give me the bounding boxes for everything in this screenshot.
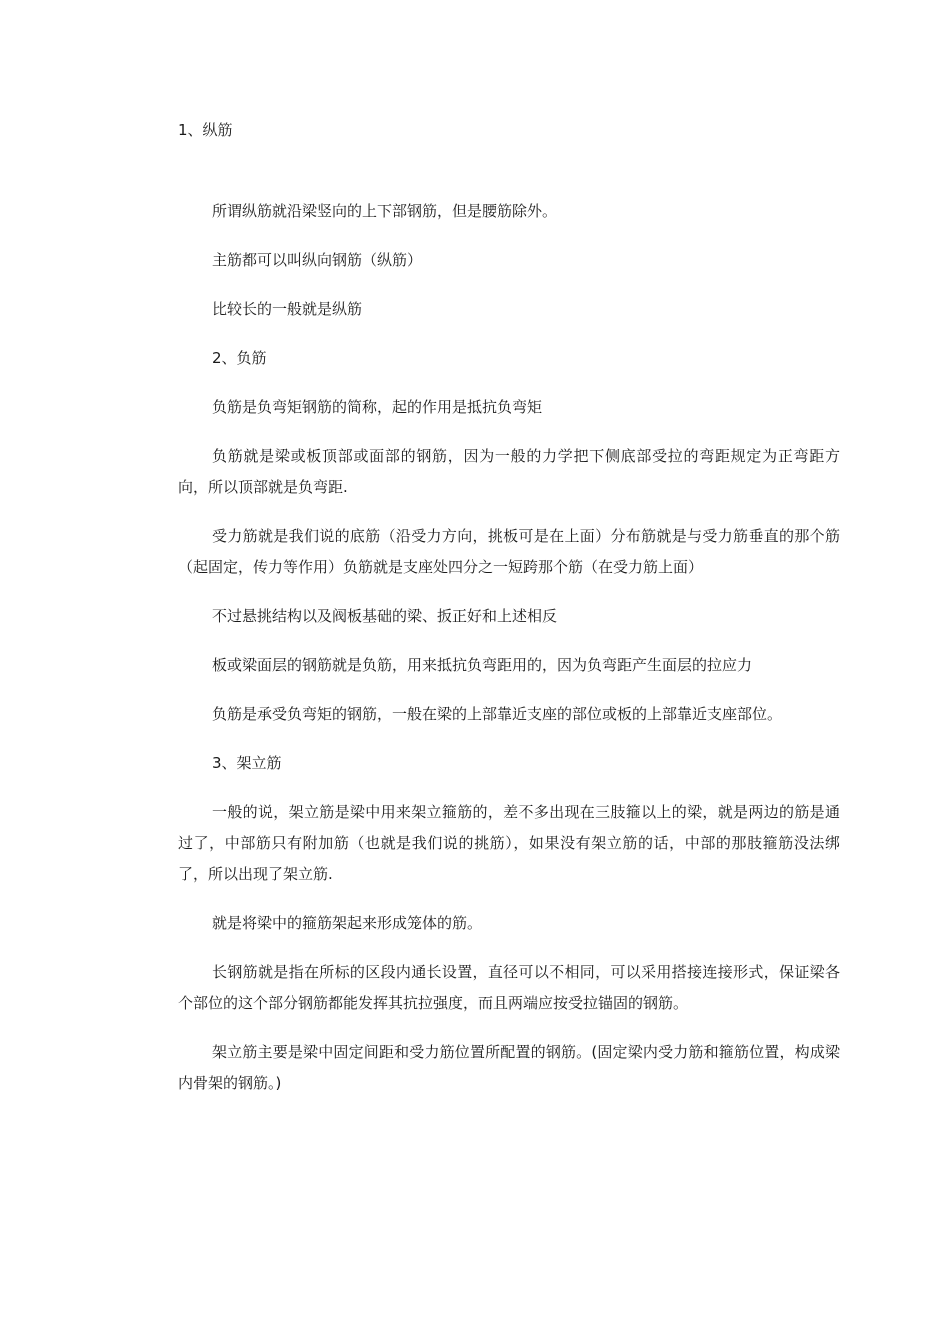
paragraph-6: 受力筋就是我们说的底筋（沿受力方向，挑板可是在上面）分布筋就是与受力筋垂直的那个筋（起固定，传力等作用）负筋就是支座处四分之一短跨那个筋（在受力筋上面） (178, 527, 840, 576)
paragraph-2: 主筋都可以叫纵向钢筋（纵筋） (212, 251, 423, 269)
paragraph-8: 板或梁面层的钢筋就是负筋，用来抵抗负弯距用的，因为负弯距产生面层的拉应力 (212, 656, 753, 674)
paragraph-10: 一般的说，架立筋是梁中用来架立箍筋的，差不多出现在三肢箍以上的梁，就是两边的筋是通过了，中部筋只有附加筋（也就是我们说的挑筋），如果没有架立筋的话，中部的那肢箍筋没法绑了，所以出现了架立筋. (178, 803, 840, 883)
paragraph-11: 就是将梁中的箍筋架起来形成笼体的筋。 (212, 914, 483, 932)
paragraph-3: 比较长的一般就是纵筋 (212, 300, 363, 318)
paragraph-4: 负筋是负弯矩钢筋的简称，起的作用是抵抗负弯矩 (212, 398, 543, 416)
paragraph-5: 负筋就是梁或板顶部或面部的钢筋，因为一般的力学把下侧底部受拉的弯距规定为正弯距方向，所以顶部就是负弯距. (178, 447, 840, 496)
paragraph-9: 负筋是承受负弯矩的钢筋，一般在梁的上部靠近支座的部位或板的上部靠近支座部位。 (212, 705, 783, 723)
section-heading-1: 1、纵筋 (178, 121, 233, 139)
paragraph-12: 长钢筋就是指在所标的区段内通长设置，直径可以不相同，可以采用搭接连接形式，保证梁各个部位的这个部分钢筋都能发挥其抗拉强度，而且两端应按受拉锚固的钢筋。 (178, 963, 840, 1012)
paragraph-7: 不过悬挑结构以及阀板基础的梁、扳正好和上述相反 (212, 607, 558, 625)
paragraph-1: 所谓纵筋就沿梁竖向的上下部钢筋，但是腰筋除外。 (212, 202, 558, 220)
document-body (178, 196, 840, 1117)
section-heading-3: 3、架立筋 (212, 754, 282, 772)
section-heading-2: 2、负筋 (212, 349, 267, 367)
paragraph-13: 架立筋主要是梁中固定间距和受力筋位置所配置的钢筋。(固定梁内受力筋和箍筋位置，构成梁内骨架的钢筋。) (178, 1043, 840, 1092)
